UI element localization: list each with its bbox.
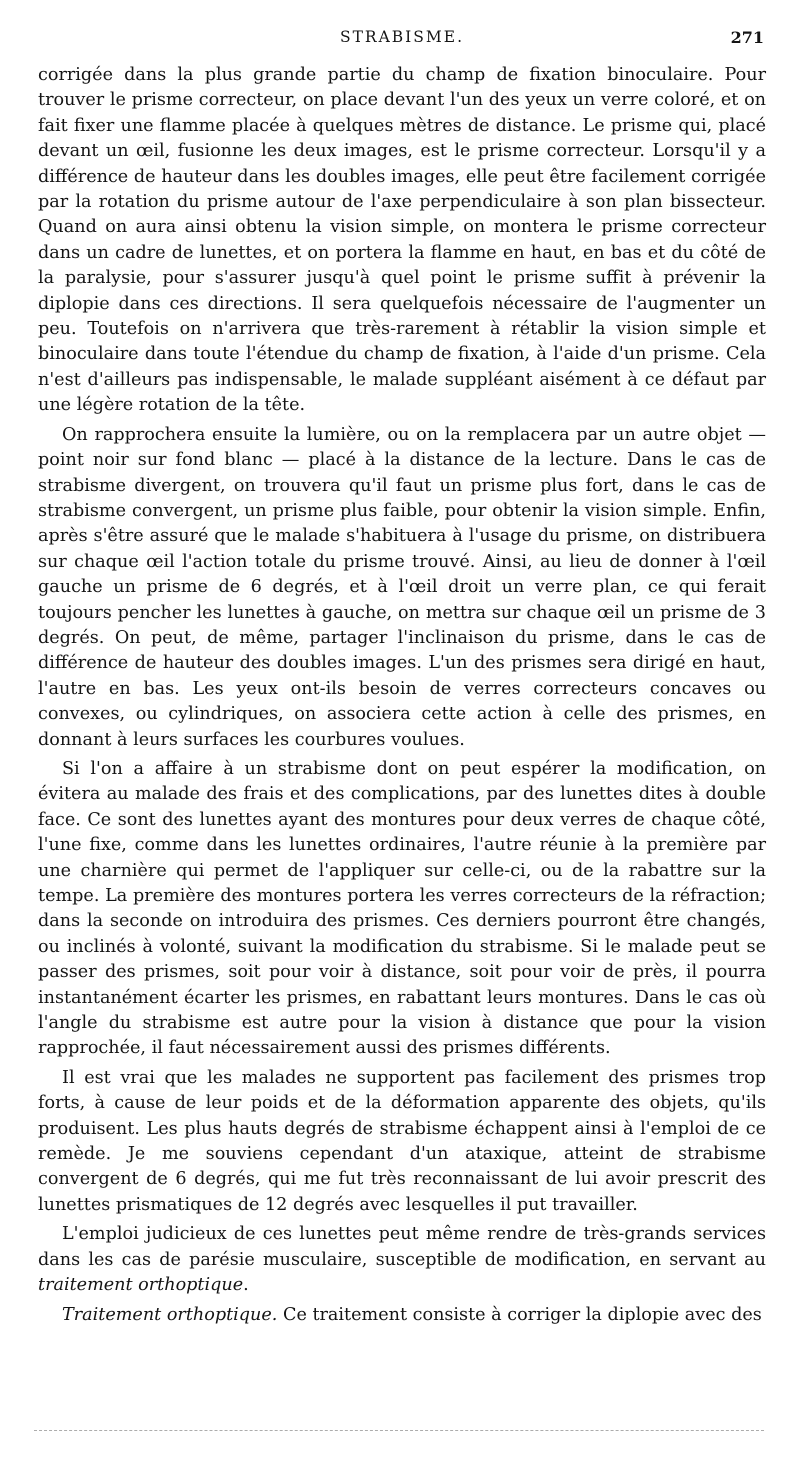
section-heading-italic: Traitement orthoptique.: [62, 1304, 278, 1325]
book-page: [38, 28, 766, 1332]
page-number: 271: [730, 28, 764, 47]
paragraph: [38, 1303, 766, 1328]
italic-term: traitement orthoptique: [38, 1275, 244, 1296]
paragraph: On rapprochera ensuite la lumière, ou on la remplacera par un autre objet — point noir sur fond blanc — placé à la distance de la lecture. Dans le cas de strabisme divergent, on trouvera qu'il faut un prisme plus fort, dans le cas de strabisme convergent, un prisme plus faible, pour obtenir la vision simple. Enfin, après s'être assuré que le malade s'habituera à l'usage du prisme, on distribuera sur chaque œil l'action totale du prisme trouvé. Ainsi, au lieu de donner à l'œil gauche un prisme de 6 degrés, et à l'œil droit un verre plan, ce qui ferait toujours pencher les lunettes à gauche, on mettra sur chaque œil un prisme de 3 degrés. On peut, de même, partager l'inclinaison du prisme, dans le cas de différence de hauteur des doubles images. L'un des prismes sera dirigé en haut, l'autre en bas. Les yeux ont-ils besoin de verres correcteurs concaves ou convexes, ou cylindriques, on associera cette action à celle des prismes, en donnant à leurs surfaces les courbures voulues.: [38, 424, 766, 750]
paragraph: Il est vrai que les malades ne supportent pas facilement des prismes trop forts, à cause de leur poids et de la déformation apparente des objets, qu'ils produisent. Les plus hauts degrés de strabisme échappent ainsi à l'emploi de ce remède. Je me souviens cependant d'un ataxique, atteint de strabisme convergent de 6 degrés, qui me fut très reconnaissant de lui avoir prescrit des lunettes prismatiques de 12 degrés avec lesquelles il put travailler.: [38, 1067, 766, 1215]
paragraph: [38, 1222, 766, 1298]
paragraph-text: .: [243, 1275, 249, 1296]
page-header: [38, 28, 766, 62]
footer-divider: [34, 1430, 764, 1431]
paragraph-text: Ce traitement consiste à corriger la diplopie avec des: [277, 1304, 762, 1325]
paragraph: Si l'on a affaire à un strabisme dont on peut espérer la modification, on évitera au malade des frais et des complications, par des lunettes dites à double face. Ce sont des lunettes ayant des montures pour deux verres de chaque côté, l'une fixe, comme dans les lunettes ordinaires, l'autre réunie à la première par une charnière qui permet de l'appliquer sur celle-ci, ou de la rabattre sur la tempe. La première des montures portera les verres correcteurs de la réfraction; dans la seconde on introduira des prismes. Ces derniers pourront être changés, ou inclinés à volonté, suivant la modification du strabisme. Si le malade peut se passer des prismes, soit pour voir à distance, soit pour voir de près, il pourra instantanément écarter les prismes, en rabattant leurs montures. Dans le cas où l'angle du strabisme est autre pour la vision à distance que pour la vision rapprochée, il faut nécessairement aussi des prismes différents.: [38, 758, 766, 1059]
body-text: [38, 63, 766, 1328]
paragraph: corrigée dans la plus grande partie du champ de fixation binoculaire. Pour trouver le prisme correcteur, on place devant l'un des yeux un verre coloré, et on fait fixer une flamme placée à quelques mètres de distance. Le prisme qui, placé devant un œil, fusionne les deux images, est le prisme correcteur. Lorsqu'il y a différence de hauteur dans les doubles images, elle peut être facilement corrigée par la rotation du prisme autour de l'axe perpendiculaire à son plan bissecteur. Quand on aura ainsi obtenu la vision simple, on montera le prisme correcteur dans un cadre de lunettes, et on portera la flamme en haut, en bas et du côté de la paralysie, pour s'assurer jusqu'à quel point le prisme suffit à prévenir la diplopie dans ces directions. Il sera quelquefois nécessaire de l'augmenter un peu. Toutefois on n'arrivera que très-rarement à rétablir la vision simple et binoculaire dans toute l'étendue du champ de fixation, à l'aide d'un prisme. Cela n'est d'ailleurs pas indispensable, le malade suppléant aisément à ce défaut par une légère rotation de la tête.: [38, 65, 766, 416]
paragraph-text: L'emploi judicieux de ces lunettes peut même rendre de très-grands services dans les cas de parésie musculaire, susceptible de modification, en servant au: [38, 1224, 766, 1270]
running-head: STRABISME.: [339, 28, 465, 46]
